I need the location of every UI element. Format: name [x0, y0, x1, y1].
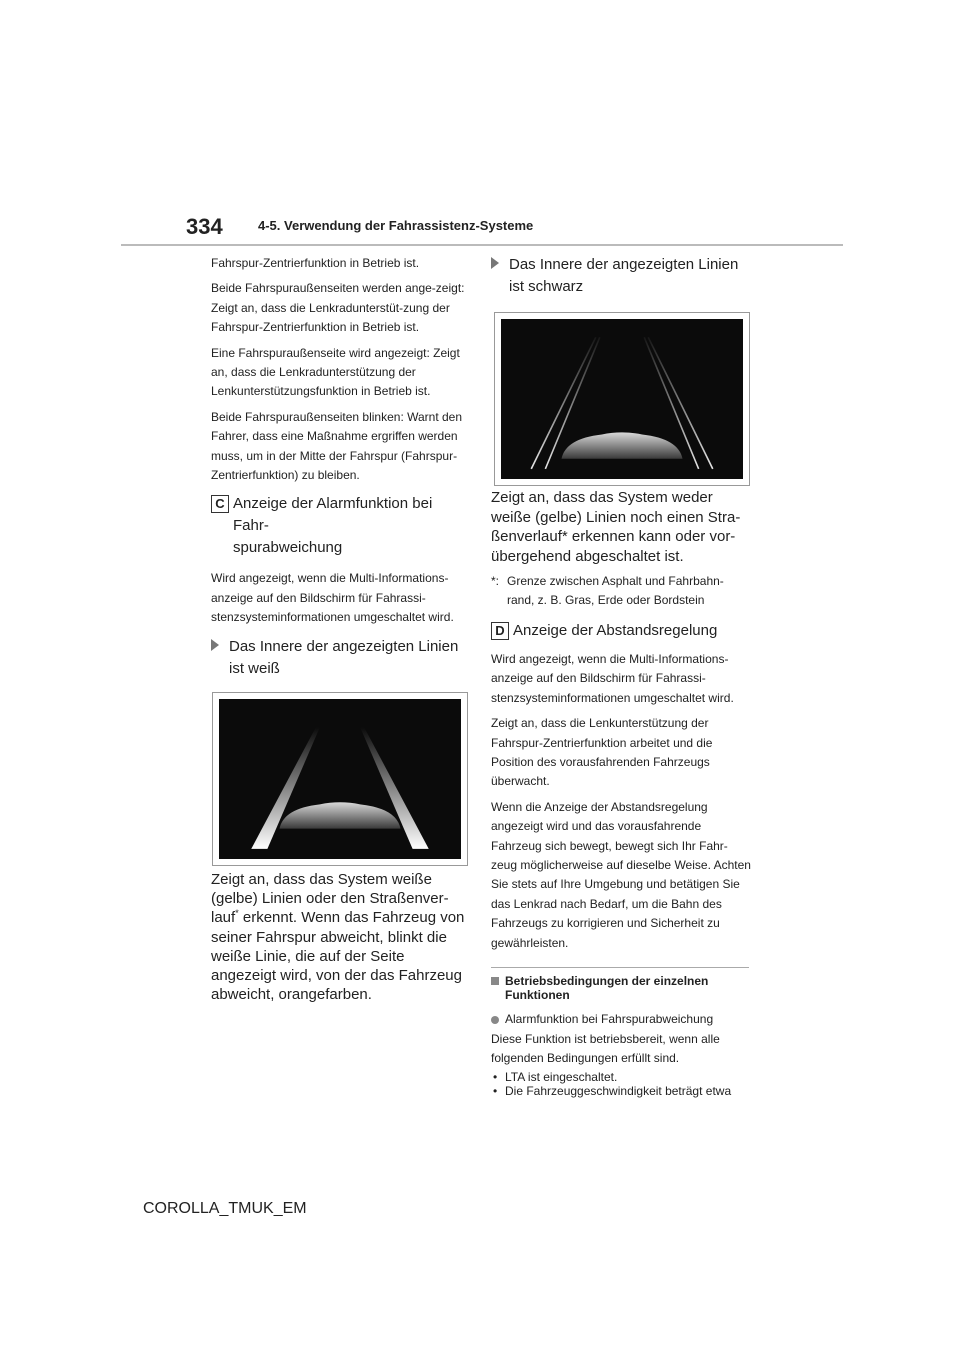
letter-d-badge: D: [491, 622, 509, 640]
paragraph: Beide Fahrspuraußenseiten blinken: Warnt den Fahrer, dass eine Maßnahme ergriffen werden muss, um in der Mitte der Fahrspur (Fahrspur-Zentrierfunktion) zu bleiben.: [211, 409, 463, 483]
section-c-description: Wird angezeigt, wenn die Multi-Informations-anzeige auf den Bildschirm für Fahrassi-stenzsysteminformationen umgeschaltet wird.: [211, 571, 454, 625]
operating-conditions-heading: [491, 974, 751, 1002]
right-column: [491, 254, 751, 298]
section-c-heading: [211, 493, 471, 559]
caption-text-b: erkennt. Wenn das Fahrzeug von seiner Fahrspur abweicht, blinkt die weiße Linie, die auf der Seite angezeigt wird, von der das Fahrzeug abweicht, orangefarben.: [211, 909, 465, 1004]
list-item: • Die Fahrzeuggeschwindigkeit beträgt etwa: [491, 1084, 751, 1098]
section-c-title-line1: Anzeige der Alarmfunktion bei Fahr-: [233, 495, 433, 535]
triangle-bullet-icon: [491, 257, 499, 269]
section-d-heading: [491, 620, 751, 642]
left-lane-line: [251, 727, 320, 849]
caption-black-lines: Zeigt an, dass das System weder weiße (gelbe) Linien noch einen Stra-ßenverlauf* erkennen kann oder vor-übergehend abgeschaltet ist.: [491, 489, 741, 565]
paragraph: Fahrspur-Zentrierfunktion in Betrieb ist.: [211, 256, 420, 270]
display-screen: [501, 319, 743, 479]
operating-conditions-title: Betriebsbedingungen der einzelnen Funktionen: [505, 974, 709, 1003]
footnote-mark: *:: [491, 574, 500, 588]
circle-bullet-icon: [491, 1016, 499, 1024]
section-d-p3: Wenn die Anzeige der Abstandsregelung angezeigt wird und das vorausfahrende Fahrzeug sich bewegt, bewegt sich Ihr Fahr-zeug möglicherweise auf dieselbe Weise. Achten Sie stets auf Ihre Umgebung und betätigen Sie das Lenkrad nach Bedarf, um die Bahn des Fahrzeugs zu korrigieren und Sicherheit zu gewährleisten.: [491, 799, 751, 950]
bullet-line2: ist schwarz: [509, 278, 584, 295]
alarm-function-title: Alarmfunktion bei Fahrspurabweichung: [505, 1012, 714, 1027]
left-column: [211, 254, 471, 680]
square-bullet-icon: [491, 977, 499, 985]
page-number: 334: [186, 214, 223, 239]
right-lane-line: [360, 727, 429, 849]
list-item: • LTA ist eingeschaltet.: [491, 1070, 751, 1084]
bullet-heading-black: [491, 254, 751, 298]
section-divider: [491, 967, 749, 968]
section-d-p2: Zeigt an, dass die Lenkunterstützung der Fahrspur-Zentrierfunktion arbeitet und die Position des vorausfahrenden Fahrzeugs überwacht.: [491, 716, 713, 789]
display-screen: [219, 699, 461, 859]
lane-lines-outline-graphic: [501, 319, 743, 479]
figure-white-lines: [212, 692, 468, 866]
alarm-function-desc: Diese Funktion ist betriebsbereit, wenn alle folgenden Bedingungen erfüllt sind.: [491, 1031, 720, 1065]
vehicle-silhouette: [280, 802, 401, 828]
bullet-heading-white: [211, 636, 471, 680]
footnote: [491, 572, 751, 610]
alarm-function-subheading: [491, 1010, 751, 1029]
caption-footnote-mark: *: [235, 908, 239, 919]
section-title: 4-5. Verwendung der Fahrassistenz-Systeme: [258, 218, 534, 233]
caption-text-a: Zeigt an, dass das System weiße (gelbe) Linien oder den Straßenver-lauf: [211, 871, 449, 927]
left-caption-block: [211, 870, 471, 1004]
vehicle-silhouette: [562, 432, 683, 458]
paragraph: Beide Fahrspuraußenseiten werden ange-zeigt: Zeigt an, dass die Lenkradunterstüt-zung der Fahrspur-Zentrierfunktion in Betrieb ist.: [211, 281, 465, 335]
bullet-line2: ist weiß: [229, 659, 280, 677]
bullet-line1: Das Innere der angezeigten Linien: [229, 637, 459, 655]
figure-black-lines: [494, 312, 750, 486]
triangle-bullet-icon: [211, 639, 219, 651]
header-divider: [121, 244, 843, 246]
right-lower-block: [491, 488, 751, 1098]
letter-c-badge: C: [211, 495, 229, 513]
lane-lines-white-graphic: [219, 699, 461, 859]
paragraph: Eine Fahrspuraußenseite wird angezeigt: Zeigt an, dass die Lenkradunterstützung der Lenkunterstützungsfunktion in Betrieb ist.: [211, 345, 460, 399]
footer-document-code: COROLLA_TMUK_EM: [143, 1200, 307, 1217]
section-d-p1: Wird angezeigt, wenn die Multi-Informations-anzeige auf den Bildschirm für Fahrassi-stenzsysteminformationen umgeschaltet wird.: [491, 652, 734, 705]
section-c-title-line2: spurabweichung: [233, 539, 343, 557]
bullet-line1: Das Innere der angezeigten Linien: [509, 256, 739, 273]
caption-white-lines: [211, 870, 471, 1004]
footnote-text: Grenze zwischen Asphalt und Fahrbahn-rand, z. B. Gras, Erde oder Bordstein: [507, 574, 724, 607]
section-d-title: Anzeige der Abstandsregelung: [513, 622, 718, 639]
